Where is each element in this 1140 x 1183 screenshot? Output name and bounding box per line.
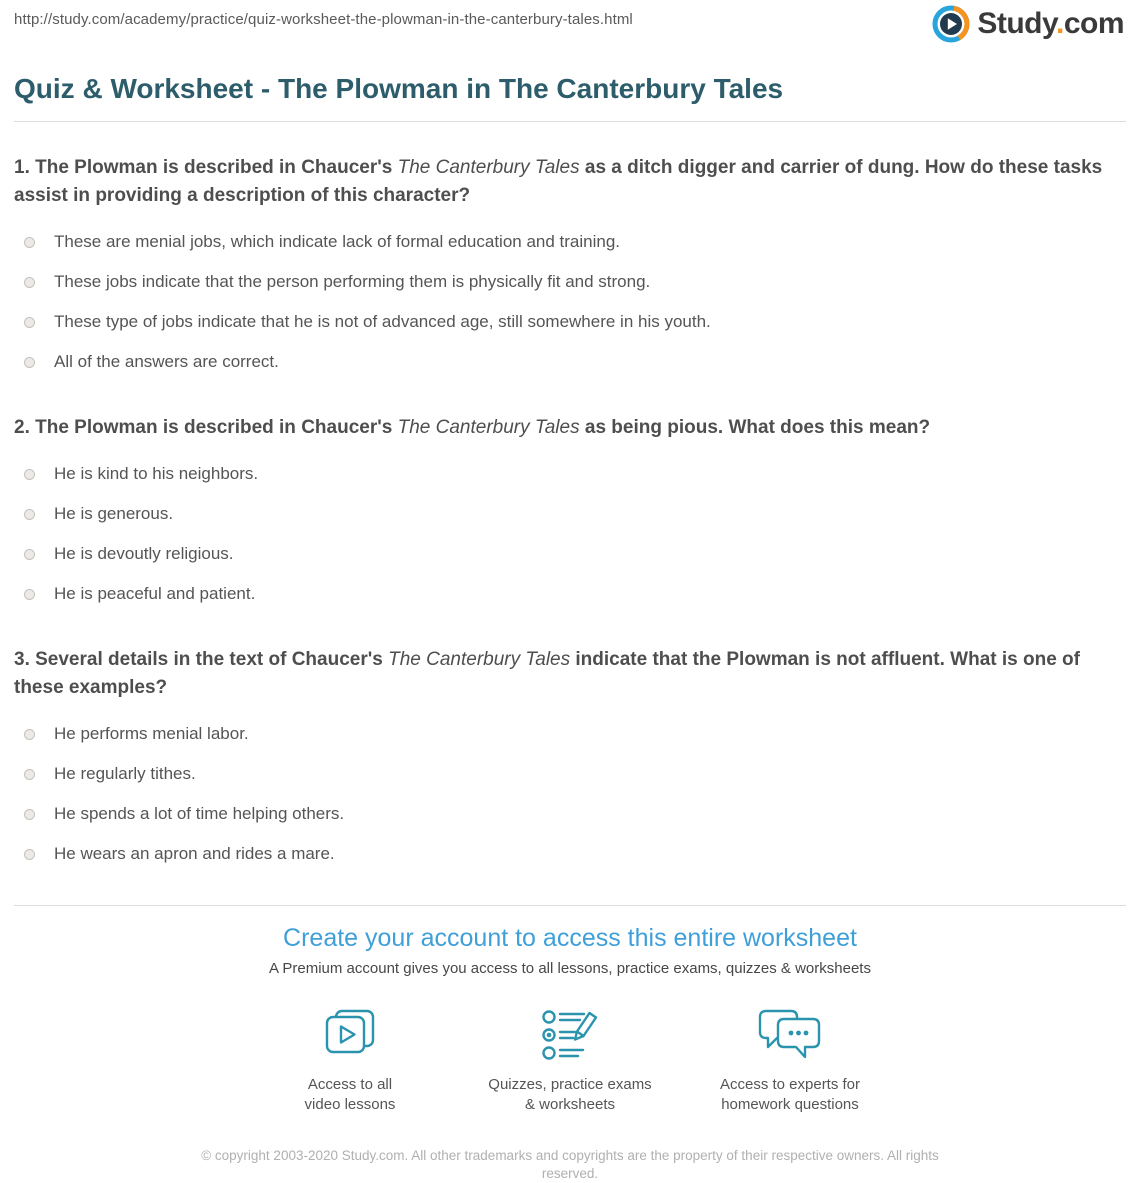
answer-option[interactable]: He spends a lot of time helping others.: [14, 794, 1126, 834]
page-title: Quiz & Worksheet - The Plowman in The Canterbury Tales: [14, 73, 784, 104]
feature-experts: [680, 1007, 900, 1115]
radio-button[interactable]: [24, 589, 35, 600]
radio-button[interactable]: [24, 317, 35, 328]
feature-video-lessons: [240, 1007, 460, 1115]
answer-option[interactable]: He performs menial labor.: [14, 714, 1126, 754]
feature-quizzes: [460, 1007, 680, 1115]
studycom-logo-text: Study.com: [977, 7, 1124, 40]
page-url: http://study.com/academy/practice/quiz-worksheet-the-plowman-in-the-canterbury-tales.html: [14, 11, 633, 28]
feature-label: Quizzes, practice exams & worksheets: [488, 1076, 652, 1113]
book-title-italic: The Canterbury Tales: [397, 417, 580, 438]
radio-button[interactable]: [24, 509, 35, 520]
chat-experts-icon: [680, 1007, 900, 1065]
title-divider: [14, 121, 1126, 122]
answer-option[interactable]: He is devoutly religious.: [14, 534, 1126, 574]
signup-section: [14, 905, 1126, 1115]
copyright-notice: © copyright 2003-2020 Study.com. All other trademarks and copyrights are the property of their respective owners. All rights reserved.: [201, 1148, 939, 1181]
answer-option[interactable]: These type of jobs indicate that he is not of advanced age, still somewhere in his youth.: [14, 302, 1126, 342]
create-account-link[interactable]: Create your account to access this entire worksheet: [283, 924, 857, 952]
answer-option[interactable]: He regularly tithes.: [14, 754, 1126, 794]
answer-option[interactable]: He is generous.: [14, 494, 1126, 534]
question-1: 1. The Plowman is described in Chaucer's The Canterbury Tales as a ditch digger and carrier of dung. How do these tasks assist in providing a description of this character?: [14, 157, 1103, 206]
answer-option[interactable]: He is kind to his neighbors.: [14, 454, 1126, 494]
radio-button[interactable]: [24, 469, 35, 480]
premium-subheading: A Premium account gives you access to all lessons, practice exams, quizzes & worksheets: [269, 960, 871, 977]
video-lessons-icon: [240, 1007, 460, 1065]
question-3-options: [14, 714, 1126, 874]
radio-button[interactable]: [24, 277, 35, 288]
studycom-play-icon: [932, 5, 970, 43]
answer-option[interactable]: These jobs indicate that the person performing them is physically fit and strong.: [14, 262, 1126, 302]
question-2-options: [14, 454, 1126, 614]
quiz-worksheet-icon: [460, 1007, 680, 1065]
book-title-italic: The Canterbury Tales: [397, 157, 580, 178]
radio-button[interactable]: [24, 729, 35, 740]
question-2: 2. The Plowman is described in Chaucer's The Canterbury Tales as being pious. What does this mean?: [14, 417, 931, 438]
quiz-body: [14, 154, 1126, 874]
feature-label: Access to experts for homework questions: [719, 1076, 861, 1113]
answer-option[interactable]: These are menial jobs, which indicate lack of formal education and training.: [14, 222, 1126, 262]
answer-option[interactable]: He is peaceful and patient.: [14, 574, 1126, 614]
radio-button[interactable]: [24, 549, 35, 560]
feature-label: Access to all video lessons: [304, 1076, 396, 1113]
radio-button[interactable]: [24, 357, 35, 368]
answer-option[interactable]: All of the answers are correct.: [14, 342, 1126, 382]
answer-option[interactable]: He wears an apron and rides a mare.: [14, 834, 1126, 874]
feature-row: [14, 1007, 1126, 1115]
book-title-italic: The Canterbury Tales: [388, 649, 571, 670]
page-header: [0, 0, 1140, 48]
radio-button[interactable]: [24, 769, 35, 780]
radio-button[interactable]: [24, 809, 35, 820]
radio-button[interactable]: [24, 849, 35, 860]
question-3: 3. Several details in the text of Chaucer's The Canterbury Tales indicate that the Plowman is not affluent. What is one of these examples?: [14, 649, 1080, 698]
studycom-logo[interactable]: [932, 5, 1124, 43]
radio-button[interactable]: [24, 237, 35, 248]
question-1-options: [14, 222, 1126, 382]
